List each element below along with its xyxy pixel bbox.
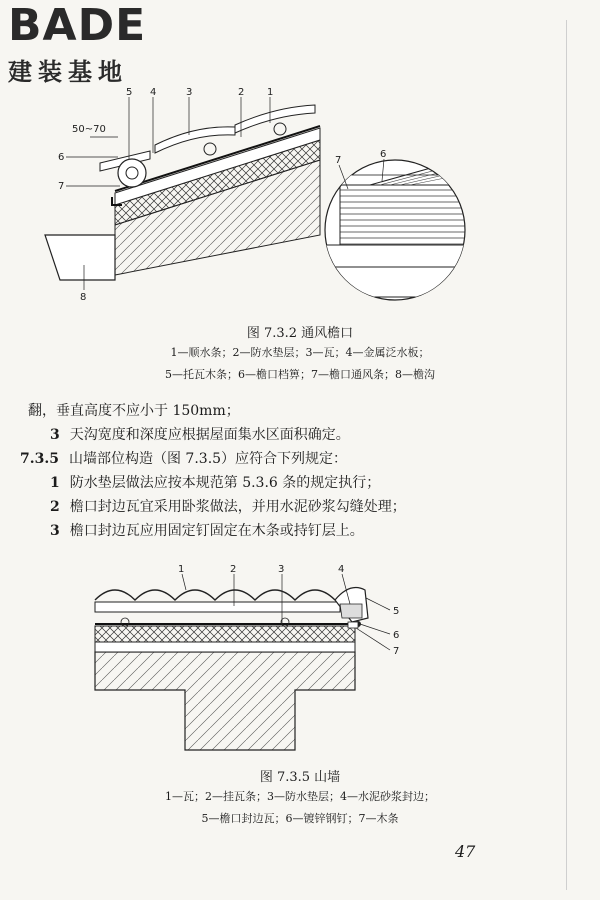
eave-vent-strip [118, 159, 146, 187]
callout-7: 7 [58, 181, 65, 192]
callout-1: 1 [178, 564, 185, 575]
callout-8: 8 [80, 292, 87, 303]
item-number: 1 [50, 475, 60, 491]
logo-chinese-text: 建装基地 [8, 58, 128, 86]
figure-7-3-2-caption: 图 7.3.2 通风檐口 [246, 326, 354, 341]
callout-2: 2 [238, 87, 245, 98]
item-number: 2 [50, 499, 60, 515]
item-text: 檐口封边瓦应用固定钉固定在木条或持钉层上。 [69, 523, 364, 539]
figure-7-3-2-legend-line-2: 5—托瓦木条；6—檐口档箅；7—檐口通风条；8—檐沟 [165, 368, 435, 381]
callout-5: 5 [393, 606, 400, 617]
text-section-7-3-5 [20, 449, 347, 469]
item-text: 檐口封边瓦宜采用卧浆做法，并用水泥砂浆勾缝处理； [69, 499, 406, 515]
callout-4: 4 [150, 87, 157, 98]
eave-drawing [30, 85, 470, 310]
item-text: 天沟宽度和深度应根据屋面集水区面积确定。 [69, 427, 350, 443]
page-number: 47 [455, 842, 476, 861]
figure-7-3-5-legend-line-2: 5—檐口封边瓦；6—镀锌钢钉；7—木条 [201, 812, 399, 825]
callout-5: 5 [126, 87, 133, 98]
callout-7: 7 [393, 646, 400, 657]
callout-1: 1 [267, 87, 274, 98]
gutter [45, 235, 115, 280]
callout-2: 2 [230, 564, 237, 575]
eave-detail-circle [325, 157, 470, 300]
text-item-3b [50, 521, 364, 541]
dimension-label: 50~70 [72, 124, 106, 135]
item-text: 防水垫层做法应按本规范第 5.3.6 条的规定执行； [69, 475, 381, 491]
section-text: 山墙部位构造（图 7.3.5）应符合下列规定： [68, 451, 348, 467]
text-item-2 [50, 497, 406, 517]
figure-ventilated-eave [30, 85, 470, 314]
bade-logo [8, 0, 147, 87]
gable-drawing [90, 560, 420, 755]
screed-layer [95, 642, 355, 652]
figure-7-3-5-legend-line-1: 1—瓦；2—挂瓦条；3—防水垫层；4—水泥砂浆封边； [165, 790, 435, 803]
callout-3: 3 [186, 87, 193, 98]
callout-6: 6 [393, 630, 400, 641]
text-item-1 [50, 473, 380, 493]
cement-mortar-edge [340, 604, 362, 618]
detail-callout-6: 6 [380, 149, 387, 160]
section-number: 7.3.5 [20, 451, 59, 467]
figure-7-3-5-caption: 图 7.3.5 山墙 [259, 770, 341, 785]
logo-wordmark: BADE [8, 0, 147, 51]
wood-strip [348, 622, 358, 628]
tile-batten [95, 602, 340, 612]
insulation-layer [95, 626, 355, 642]
item-number: 3 [50, 523, 60, 539]
text-item-3 [50, 425, 350, 445]
callout-3: 3 [278, 564, 285, 575]
concrete-slab-and-wall [95, 652, 355, 750]
text-line-continuation: 翻，垂直高度不应小于 150mm； [28, 403, 240, 419]
item-number: 3 [50, 427, 60, 443]
figure-gable-wall [90, 560, 420, 759]
roof-tiles [95, 590, 335, 600]
detail-callout-7: 7 [335, 155, 342, 166]
callout-6: 6 [58, 152, 65, 163]
page-edge-line [566, 20, 567, 890]
figure-7-3-2-legend-line-1: 1—顺水条；2—防水垫层；3—瓦；4—金属泛水板； [170, 346, 430, 359]
callout-4: 4 [338, 564, 345, 575]
